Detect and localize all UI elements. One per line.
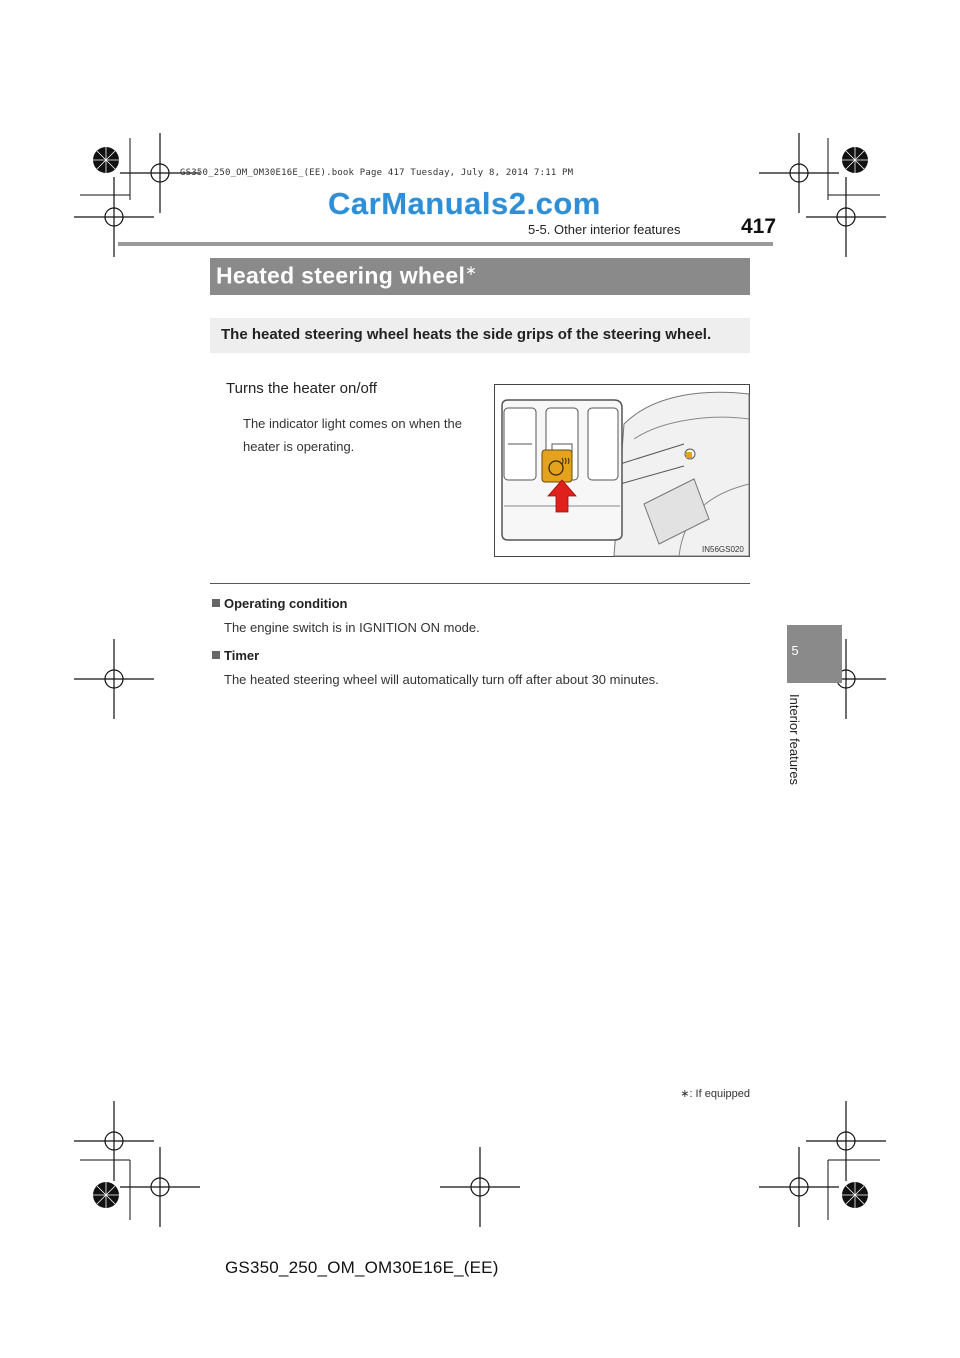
illustration-code: IN56GS020 — [702, 545, 744, 554]
note-body: The engine switch is in IGNITION ON mode. — [224, 620, 480, 635]
note-heading — [212, 648, 659, 663]
footnote-text: : If equipped — [689, 1088, 750, 1100]
note-heading-text: Timer — [224, 648, 260, 663]
page-number: 417 — [741, 215, 777, 238]
divider — [210, 583, 750, 584]
step-description: The indicator light comes on when the heater is operating. — [243, 416, 462, 454]
square-bullet-icon — [212, 651, 220, 659]
chapter-label: Interior features — [787, 694, 802, 786]
title-text: Heated steering wheel — [216, 262, 466, 289]
note-body: The heated steering wheel will automatically turn off after about 30 minutes. — [224, 672, 659, 687]
square-bullet-icon — [212, 599, 220, 607]
header-rule — [118, 242, 773, 246]
section-label: 5-5. Other interior features — [528, 222, 681, 237]
watermark: CarManuals2.com — [328, 186, 601, 221]
note-operating-condition — [212, 596, 480, 635]
note-timer — [212, 648, 659, 687]
title-marker: ∗ — [465, 262, 478, 278]
chapter-number: 5 — [791, 643, 799, 658]
footer-code: GS350_250_OM_OM30E16E_(EE) — [225, 1258, 499, 1277]
page-title — [216, 262, 477, 290]
footnote-marker: ∗ — [680, 1088, 690, 1100]
note-heading-text: Operating condition — [224, 596, 348, 611]
intro-text: The heated steering wheel heats the side grips of the steering wheel. — [221, 326, 712, 343]
print-info: GS350_250_OM_OM30E16E_(EE).book Page 417 Tuesday, July 8, 2014 7:11 PM — [180, 168, 574, 178]
step-title: Turns the heater on/off — [226, 380, 377, 397]
heated-steering-wheel-switch-illustration — [494, 384, 750, 557]
note-heading — [212, 596, 480, 611]
footnote — [650, 1087, 750, 1100]
